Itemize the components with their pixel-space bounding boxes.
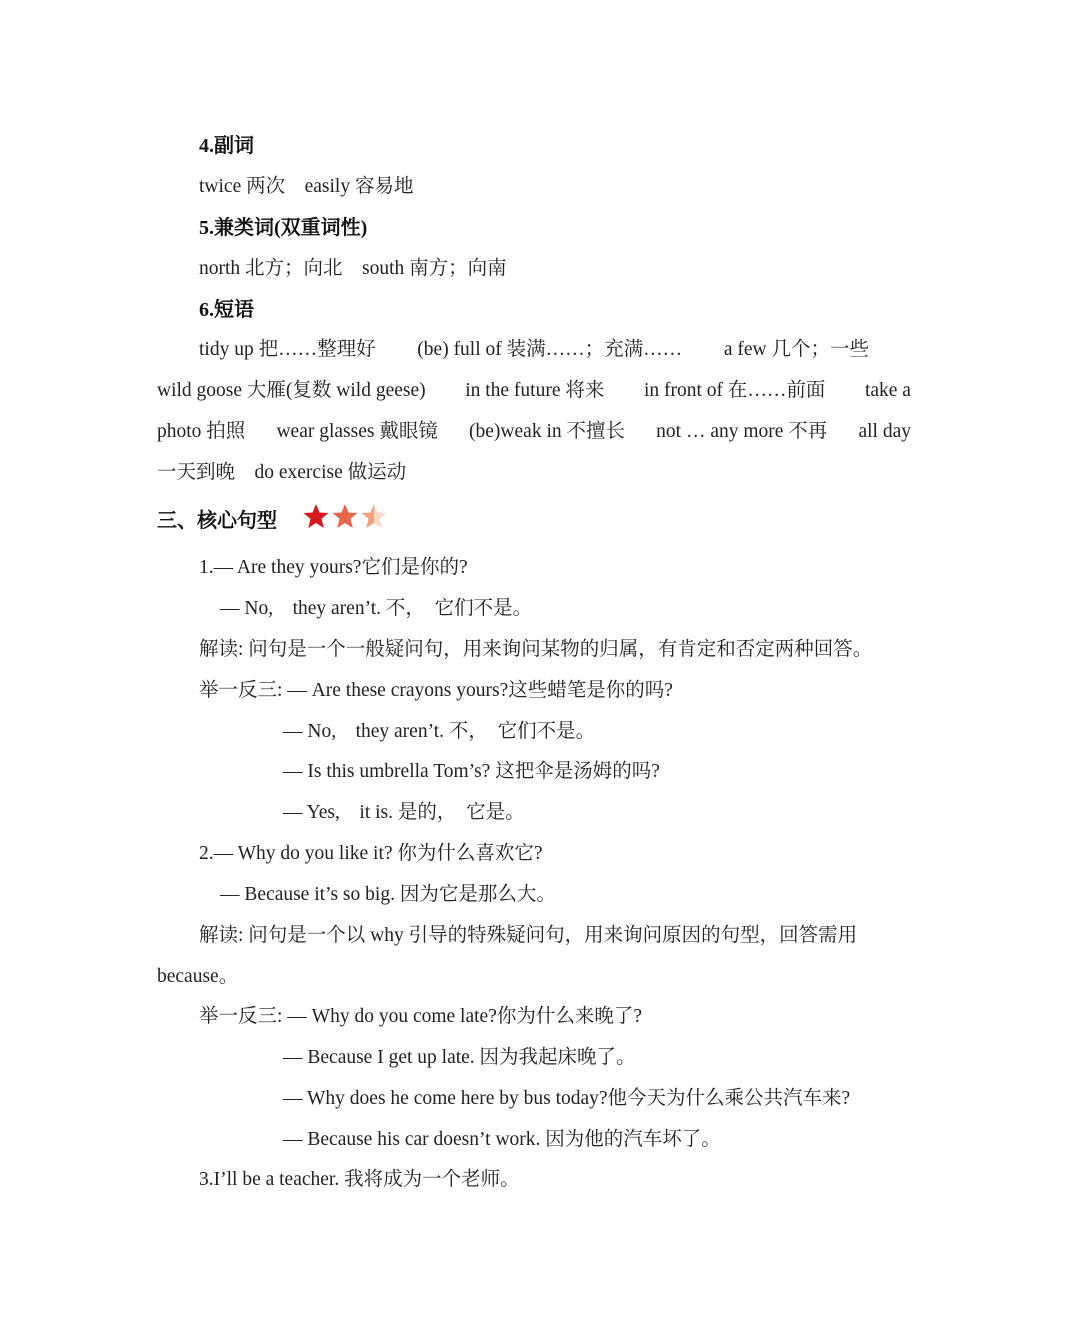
phrase-item: in the future 将来 (465, 380, 605, 401)
sentence-2-example-question-2: — Why does he come here by bus today?他今天为什么乘公共汽车来? (283, 1088, 851, 1109)
sentence-2-example-question: 举一反三: — Why do you come late?你为什么来晚了? (199, 1006, 643, 1027)
phrases-line-4: 一天到晚 do exercise 做运动 (157, 462, 407, 483)
sentence-2-explanation: 解读: 问句是一个以 why 引导的特殊疑问句，用来询问原因的句型，回答需用 (199, 925, 858, 946)
phrase-item: (be) full of 装满……；充满…… (417, 339, 683, 360)
phrase-item: all day (858, 421, 911, 442)
phrase-item: (be)weak in 不擅长 (469, 421, 625, 442)
sentence-1-example-answer-2: — Yes, it is. 是的， 它是。 (283, 802, 525, 823)
sentence-2-question: 2.— Why do you like it? 你为什么喜欢它? (199, 843, 543, 864)
phrase-item: wild goose 大雁(复数 wild geese) (157, 380, 426, 401)
half-star-icon (362, 504, 387, 528)
sentence-1-example-question-2: — Is this umbrella Tom’s? 这把伞是汤姆的吗? (283, 761, 660, 782)
phrase-item: not … any more 不再 (656, 421, 828, 442)
star-icon (304, 504, 329, 528)
phrases-line-3 (157, 418, 911, 446)
sentence-1-question: 1.— Are they yours?它们是你的? (199, 557, 468, 578)
adverb-line: twice 两次 easily 容易地 (199, 176, 414, 197)
phrase-item: photo 拍照 (157, 421, 246, 442)
sentence-1-example-question: 举一反三: — Are these crayons yours?这些蜡笔是你的吗? (199, 680, 673, 701)
phrase-item: in front of 在……前面 (643, 380, 826, 401)
sentence-1-explanation: 解读: 问句是一个一般疑问句，用来询问某物的归属，有肯定和否定两种回答。 (199, 639, 873, 660)
multi-pos-heading: 5.兼类词(双重词性) (199, 217, 368, 239)
phrase-item: take a (864, 380, 911, 401)
phrases-heading: 6.短语 (199, 299, 254, 321)
star-rating (300, 501, 390, 533)
multi-pos-line: north 北方；向北 south 南方；向南 (199, 258, 507, 279)
sentence-1-answer: — No, they aren’t. 不， 它们不是。 (220, 598, 533, 619)
adverb-heading: 4.副词 (199, 135, 254, 157)
sentence-1-example-answer: — No, they aren’t. 不， 它们不是。 (283, 721, 596, 742)
star-icon (333, 504, 358, 528)
phrases-line-1 (199, 336, 869, 364)
phrase-item: a few 几个；一些 (723, 339, 869, 360)
sentence-2-example-answer-2: — Because his car doesn’t work. 因为他的汽车坏了。 (283, 1129, 721, 1150)
sentence-2-answer: — Because it’s so big. 因为它是那么大。 (220, 884, 556, 905)
phrases-line-2 (157, 377, 911, 405)
phrase-item: tidy up 把……整理好 (199, 339, 376, 360)
phrase-item: wear glasses 戴眼镜 (276, 421, 438, 442)
sentence-2-example-answer: — Because I get up late. 因为我起床晚了。 (283, 1047, 636, 1068)
sentence-3: 3.I’ll be a teacher. 我将成为一个老师。 (199, 1169, 520, 1190)
sentence-2-explanation-cont: because。 (157, 966, 239, 987)
section-heading: 三、核心句型 (157, 510, 277, 532)
